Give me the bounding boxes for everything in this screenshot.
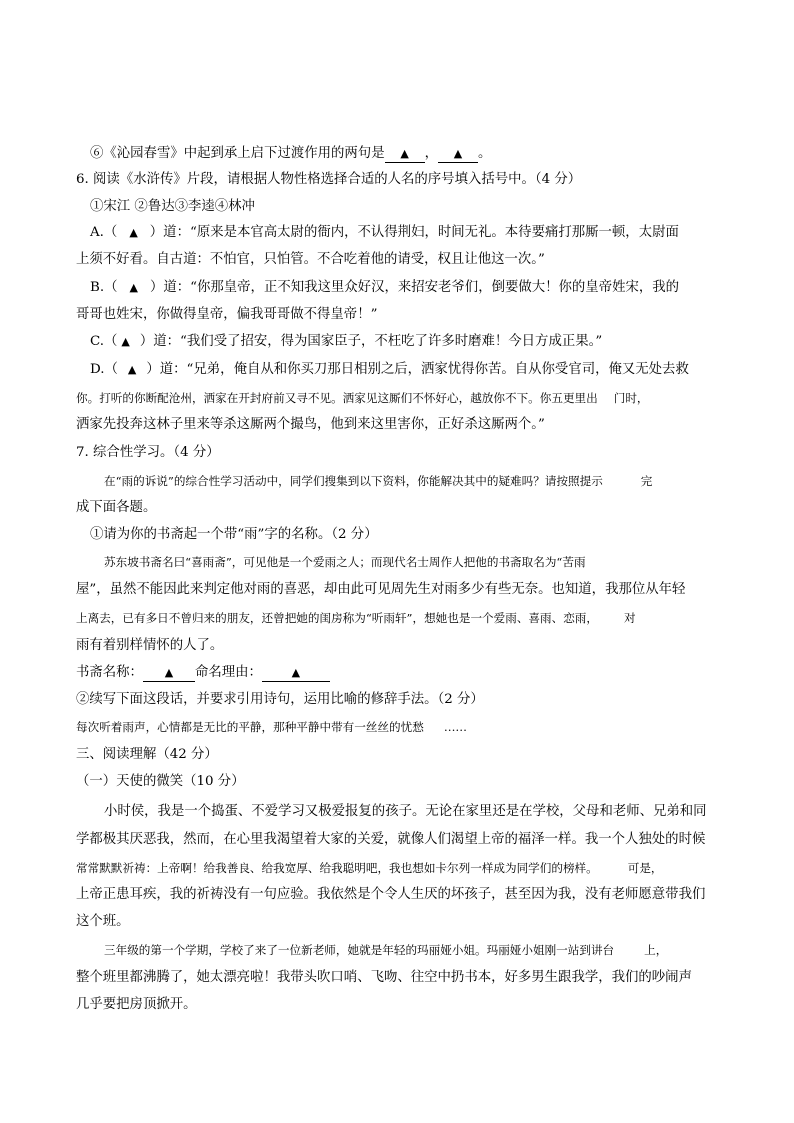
line-text: 完 xyxy=(640,474,653,488)
option-label: C.（ xyxy=(90,334,118,349)
line-text: 门时， xyxy=(613,391,649,405)
line-text: 对 xyxy=(623,611,636,625)
blank-mark: ▲ xyxy=(164,666,174,679)
line-text: 每次听着雨声，心情都是无比的平静，那种平静中带有一丝丝的忧愁 xyxy=(76,720,424,734)
option-d-cont-2: 洒家先投奔这林子里来等杀这厮两个撮鸟，他到来这里害你，正好杀这厮两个。” xyxy=(76,417,545,432)
reading-1-title: （一）天使的微笑（10 分） xyxy=(76,774,245,789)
answer-blank[interactable]: ▲ xyxy=(129,281,138,294)
option-label: D.（ xyxy=(90,362,118,377)
blank-mark: ▲ xyxy=(291,666,301,679)
line-text: …… xyxy=(443,720,468,734)
blank-mark: ▲ xyxy=(400,147,409,160)
question-7-part-1: ①请为你的书斋起一个带“雨”字的名称。（2 分） xyxy=(90,527,378,542)
reading-paragraph-2 xyxy=(104,940,667,960)
line-text: 可是， xyxy=(627,861,663,875)
answer-blank[interactable] xyxy=(438,146,478,163)
line-text: ）道：“你那皇帝，正不知我这里众好汉，来招安老爷们，倒要做大！你的皇帝姓宋，我的 xyxy=(149,280,680,295)
line-text: ， xyxy=(424,146,438,161)
study-name-blank[interactable] xyxy=(143,665,195,682)
question-7-intro-cont: 成下面各题。 xyxy=(76,500,157,515)
name-options: ①宋江 ②鲁达③李逵④林冲 xyxy=(90,199,255,214)
line-text: 上离去，已有多日不曾归来的朋友，还曾把她的闺房称为“听雨轩”，想她也是一个爱雨、喜雨、恋雨， xyxy=(76,611,598,625)
line-text: 书斋名称： xyxy=(76,665,143,680)
material-paragraph-cont-2 xyxy=(76,608,636,628)
answer-blank[interactable]: ▲ xyxy=(129,226,138,239)
question-6-title: 6. 阅读《水浒传》片段，请根据人物性格选择合适的人名的序号填入括号中。（4 分） xyxy=(76,172,582,187)
line-text: 上， xyxy=(644,943,668,957)
option-d xyxy=(90,360,689,380)
blank-mark: ▲ xyxy=(453,147,463,160)
study-name-answer-line xyxy=(76,663,330,683)
option-a-cont: 上须不好看。自古道：不怕官，只怕管。不合吃着他的请受，权且让他这一次。” xyxy=(76,252,545,267)
section-3-heading: 三、阅读理解（42 分） xyxy=(76,747,218,762)
material-paragraph-cont-3: 雨有着别样情怀的人了。 xyxy=(76,638,224,653)
line-text: 三年级的第一个学期，学校了来了一位新老师，她就是年轻的玛丽娅小姐。玛丽娅小姐刚一站到讲台 xyxy=(104,943,615,957)
reading-paragraph-1-cont-3: 上帝正患耳疾，我的祈祷没有一句应验。我依然是个令人生厌的坏孩子，甚至因为我，没有老师愿意带我们 xyxy=(76,887,706,902)
reading-paragraph-1-cont-2 xyxy=(76,858,663,878)
option-b xyxy=(90,278,679,298)
line-text: 命名理由： xyxy=(194,665,262,680)
continuation-prompt xyxy=(76,717,467,737)
answer-blank[interactable]: ▲ xyxy=(121,335,130,348)
reading-paragraph-2-cont: 整个班里都沸腾了，她太漂亮啦！我带头吹口哨、飞吻、往空中扔书本，好多男生跟我学，我们的吵闹声 xyxy=(76,970,692,985)
line-text: 。 xyxy=(477,146,492,161)
naming-reason-blank[interactable] xyxy=(262,665,330,682)
reading-paragraph-1: 小时侯，我是一个捣蛋、不爱学习又极爱报复的孩子。无论在家里还是在学校，父母和老师、兄弟和同 xyxy=(104,804,707,819)
reading-paragraph-2-cont-2: 几乎要把房顶掀开。 xyxy=(76,997,197,1012)
line-text: ）道：“我们受了招安，得为国家臣子，不枉吃了许多时磨难！今日方成正果。” xyxy=(139,334,603,349)
reading-paragraph-1-cont: 学都极其厌恶我，然而，在心里我渴望着大家的关爱，就像人们渴望上帝的福泽一样。我一个人独处的时候 xyxy=(76,832,706,847)
option-a xyxy=(90,223,679,243)
answer-blank[interactable]: ▲ xyxy=(127,363,137,376)
line-text: ）道：“原来是本官高太尉的衙内，不认得荆妇，时间无礼。本待要痛打那厮一顿，太尉面 xyxy=(149,225,679,240)
option-c xyxy=(90,332,602,352)
question-7-intro xyxy=(104,471,652,491)
line-text: 常常默默祈祷：上帝啊！给我善良、给我宽厚、给我聪明吧，我也想如卡尔列一样成为同学们的榜样。 xyxy=(76,861,598,875)
option-label: A.（ xyxy=(90,225,118,240)
answer-blank[interactable] xyxy=(385,146,425,163)
line-text: ⑥《沁园春雪》中起到承上启下过渡作用的两句是 xyxy=(90,146,385,161)
question-7-title: 7. 综合性学习。（4 分） xyxy=(76,445,220,460)
material-paragraph: 苏东坡书斋名曰“喜雨斋”，可见他是一个爱雨之人；而现代名士周作人把他的书斋取名为“苦雨 xyxy=(104,555,586,569)
material-paragraph-cont: 屋”，虽然不能因此来判定他对雨的喜恶，却由此可见周先生对雨多少有些无奈。也知道，我那位从年轻 xyxy=(76,582,686,597)
reading-paragraph-1-cont-4: 这个班。 xyxy=(76,914,130,929)
option-d-cont xyxy=(76,388,649,408)
question-7-part-2: ②续写下面这段话，并要求引用诗句，运用比喻的修辞手法。（2 分） xyxy=(76,692,484,707)
line-text: ）道：“兄弟，俺自从和你买刀那日相别之后，洒家忧得你苦。自从你受官司，俺又无处去救 xyxy=(146,362,689,377)
question-5-item-6 xyxy=(90,144,491,164)
option-label: B.（ xyxy=(90,280,118,295)
option-b-cont: 哥哥也姓宋，你做得皇帝，偏我哥哥做不得皇帝！” xyxy=(76,307,378,322)
line-text: 在“雨的诉说”的综合性学习活动中，同学们搜集到以下资料，你能解决其中的疑难吗？请按照提示 xyxy=(104,474,603,488)
line-text: 你。打听的你断配沧州，洒家在开封府前又寻不见。洒家见这厮们不怀好心，越放你不下。你五更里出 xyxy=(76,391,598,405)
